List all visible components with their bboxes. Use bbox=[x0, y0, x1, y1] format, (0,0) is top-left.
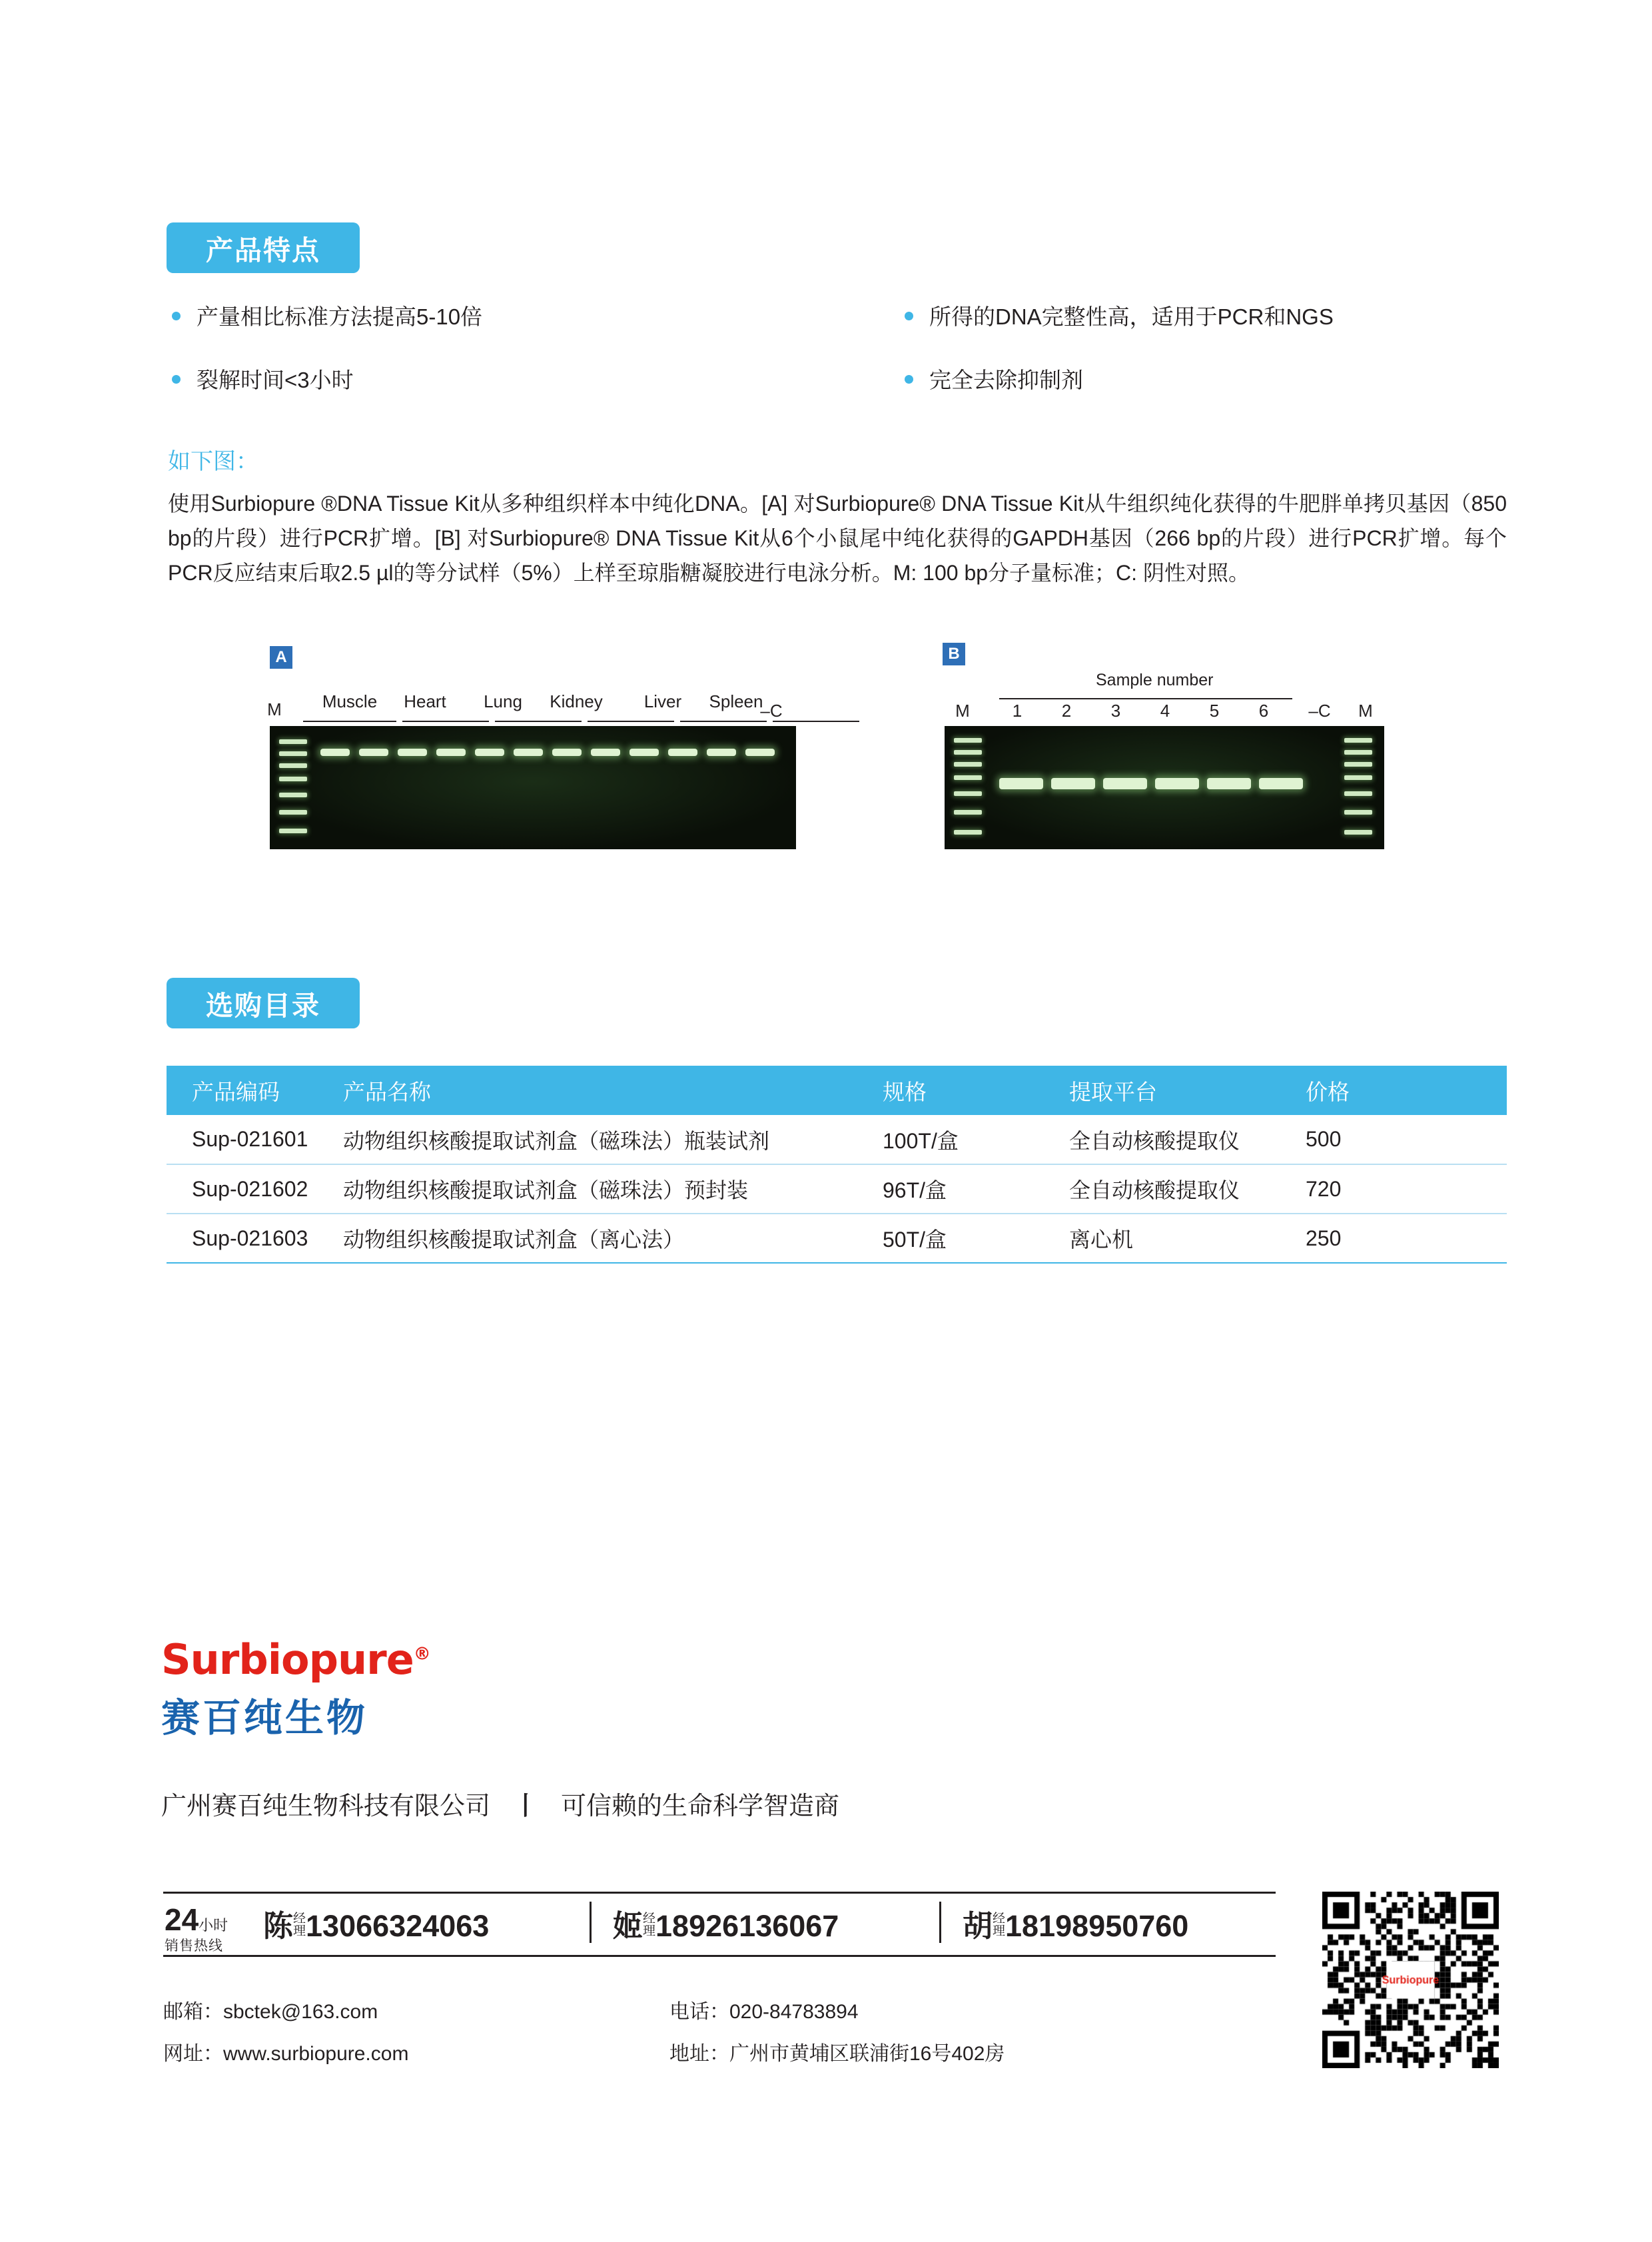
cell-platform: 离心机 bbox=[1069, 1228, 1134, 1252]
cell-platform: 全自动核酸提取仪 bbox=[1069, 1178, 1240, 1202]
bullet-icon bbox=[905, 375, 913, 384]
company-slogan: 可信赖的生命科学智造商 bbox=[561, 1792, 840, 1820]
contact-number[interactable]: 13066324063 bbox=[306, 1909, 490, 1943]
website-label: 网址： bbox=[163, 2043, 223, 2065]
figure-b-sample-label: 4 bbox=[1160, 701, 1170, 721]
website-value[interactable]: www.surbiopure.com bbox=[223, 2043, 409, 2065]
table-row bbox=[167, 1214, 1507, 1263]
address-label: 地址： bbox=[669, 2043, 729, 2065]
feature-label: 产量相比标准方法提高5-10倍 bbox=[197, 304, 483, 329]
email-label: 邮箱： bbox=[163, 2001, 223, 2023]
cell-price: 500 bbox=[1306, 1127, 1342, 1151]
figure-b-sample-label: 3 bbox=[1110, 701, 1121, 721]
cell-price: 250 bbox=[1306, 1226, 1342, 1250]
contact-address bbox=[669, 2037, 1005, 2066]
email-value[interactable]: sbctek@163.com bbox=[223, 2001, 378, 2023]
figure-b-group-rule bbox=[999, 698, 1292, 699]
cell-spec: 100T/盒 bbox=[883, 1128, 959, 1153]
figure-b-lane-m-left: M bbox=[955, 701, 970, 721]
tel-label: 电话： bbox=[669, 2001, 729, 2023]
figure-b-sample-label: 1 bbox=[1012, 701, 1023, 721]
contact-role: 经 理 bbox=[293, 1912, 306, 1938]
logo-wordmark-text: Surbiopure bbox=[161, 1635, 414, 1684]
figure-a-gel-image bbox=[270, 726, 796, 849]
contact-tel bbox=[669, 1995, 859, 2024]
cell-price: 720 bbox=[1306, 1176, 1342, 1201]
contact-role: 经 理 bbox=[993, 1912, 1006, 1938]
catalog-header-code: 产品编码 bbox=[192, 1079, 280, 1104]
catalog-header-platform: 提取平台 bbox=[1069, 1079, 1157, 1104]
figure-a-tissue-label: Liver bbox=[643, 691, 682, 711]
cell-code: Sup-021603 bbox=[192, 1226, 308, 1250]
bullet-icon bbox=[905, 312, 913, 320]
separator-icon: 丨 bbox=[513, 1792, 539, 1820]
address-value: 广州市黄埔区联浦街16号402房 bbox=[729, 2043, 1005, 2065]
figure-a-tissue-label: Kidney bbox=[550, 691, 603, 711]
company-logo bbox=[161, 1635, 430, 1742]
qr-code-icon bbox=[1322, 1892, 1499, 2068]
feature-label: 完全去除抑制剂 bbox=[929, 368, 1083, 392]
figure-a-tissue-label: Heart bbox=[404, 691, 446, 711]
contact-phone bbox=[963, 1902, 1188, 1945]
registered-mark-icon: ® bbox=[413, 1644, 430, 1665]
contact-surname: 姬 bbox=[613, 1909, 643, 1943]
figure-a-lane-rule bbox=[588, 721, 674, 722]
bullet-icon bbox=[172, 312, 181, 320]
feature-item bbox=[172, 300, 482, 331]
figure-b-lane-c: –C bbox=[1308, 701, 1331, 721]
figure-a-tissue-label: Lung bbox=[484, 691, 522, 711]
cell-name: 动物组织核酸提取试剂盒（磁珠法）预封装 bbox=[343, 1178, 749, 1202]
description-body: 使用Surbiopure ®DNA Tissue Kit从多种组织样本中纯化DNA。[A] 对Surbiopure® DNA Tissue Kit从牛组织纯化获得的牛肥胖单拷贝基因（850 bp的片段）进行PCR扩增。[B] 对Surbiopure® DNA Tissue Kit从6个小鼠尾中纯化获得的GAPDH基因（266 bp的片段）进行PCR扩增。每个PCR反应结束后取2.5 µl的等分试样（5%）上样至琼脂糖凝胶进行电泳分析。M: 100 bp分子量标准；C: 阴性对照。 bbox=[168, 492, 1507, 585]
figure-a-lane-rule bbox=[402, 721, 489, 722]
table-row bbox=[167, 1164, 1507, 1214]
section-header-features: 产品特点 bbox=[167, 222, 360, 273]
contact-email bbox=[163, 1995, 378, 2024]
cell-platform: 全自动核酸提取仪 bbox=[1069, 1128, 1240, 1153]
figure-b-sample-label: 6 bbox=[1258, 701, 1269, 721]
feature-item bbox=[905, 363, 1083, 394]
figure-b-group-label: Sample number bbox=[1096, 671, 1214, 689]
bullet-icon bbox=[172, 375, 181, 384]
feature-item bbox=[905, 300, 1334, 331]
figure-a-lane-c: –C bbox=[760, 701, 783, 721]
contact-role: 经 理 bbox=[643, 1912, 656, 1938]
description-title: 如下图： bbox=[168, 449, 258, 474]
cell-code: Sup-021601 bbox=[192, 1127, 308, 1151]
hotline-rule-bottom bbox=[163, 1955, 1276, 1957]
cell-spec: 96T/盒 bbox=[883, 1178, 947, 1202]
feature-item bbox=[172, 363, 354, 394]
catalog-header-price: 价格 bbox=[1306, 1079, 1350, 1104]
figure-a-lane-m: M bbox=[267, 699, 282, 719]
figure-a-tissue-label: Muscle bbox=[322, 691, 378, 711]
feature-label: 所得的DNA完整性高，适用于PCR和NGS bbox=[929, 304, 1334, 329]
logo-chinese-name: 赛百纯生物 bbox=[161, 1696, 368, 1740]
catalog-header-spec: 规格 bbox=[883, 1079, 927, 1104]
contact-surname: 陈 bbox=[263, 1909, 294, 1943]
figure-a-lane-rule bbox=[495, 721, 582, 722]
cell-code: Sup-021602 bbox=[192, 1176, 308, 1201]
company-name: 广州赛百纯生物科技有限公司 bbox=[161, 1792, 491, 1820]
contact-number[interactable]: 18198950760 bbox=[1005, 1909, 1189, 1943]
feature-label: 裂解时间<3小时 bbox=[197, 368, 354, 392]
figure-a-tissue-label: Spleen bbox=[709, 691, 763, 711]
figure-b-lane-m-right: M bbox=[1358, 701, 1373, 721]
hotline-rule-top bbox=[163, 1892, 1276, 1894]
catalog-header-name: 产品名称 bbox=[343, 1079, 431, 1104]
figure-b-sample-label: 5 bbox=[1209, 701, 1220, 721]
cell-name: 动物组织核酸提取试剂盒（磁珠法）瓶装试剂 bbox=[343, 1128, 770, 1153]
cell-name: 动物组织核酸提取试剂盒（离心法） bbox=[343, 1228, 685, 1252]
hotline-24h bbox=[165, 1902, 228, 1938]
table-row bbox=[167, 1115, 1507, 1164]
tel-value[interactable]: 020-84783894 bbox=[729, 2001, 859, 2023]
hotline-number: 24 bbox=[165, 1902, 199, 1937]
phone-divider bbox=[590, 1902, 592, 1943]
figure-a-panel-label: A bbox=[270, 646, 292, 669]
catalog-table-header-row bbox=[167, 1066, 1507, 1115]
figure-b-gel-image bbox=[945, 726, 1384, 849]
logo-wordmark bbox=[161, 1635, 430, 1684]
contact-website bbox=[163, 2037, 408, 2066]
figure-b-panel-label: B bbox=[943, 643, 965, 665]
figure-b-sample-label: 2 bbox=[1061, 701, 1072, 721]
phone-divider bbox=[939, 1902, 941, 1943]
contact-surname: 胡 bbox=[963, 1909, 993, 1943]
cell-spec: 50T/盒 bbox=[883, 1228, 947, 1252]
hotline-unit: 小时 bbox=[199, 1917, 228, 1934]
hotline-subtitle: 销售热线 bbox=[165, 1938, 223, 1954]
contact-phone bbox=[263, 1902, 489, 1945]
section-header-catalog: 选购目录 bbox=[167, 978, 360, 1028]
company-line bbox=[161, 1785, 839, 1822]
catalog-table bbox=[167, 1066, 1507, 1264]
figure-a-lane-rule bbox=[303, 721, 396, 722]
contact-number[interactable]: 18926136067 bbox=[655, 1909, 839, 1943]
contact-phone bbox=[613, 1902, 839, 1945]
